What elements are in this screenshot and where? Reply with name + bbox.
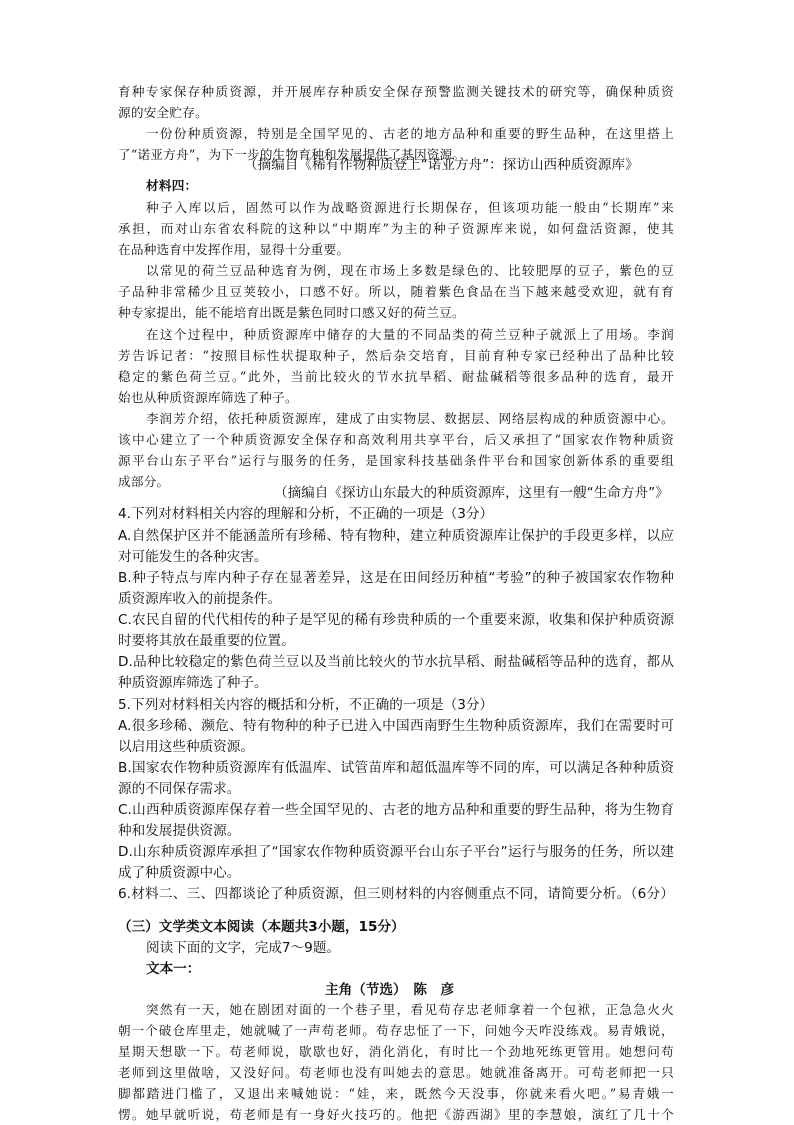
text-line: 以启用这些种质资源。	[118, 739, 254, 755]
text-line: 在品种选育中发挥作用，显得十分重要。	[118, 242, 350, 257]
text-line: 突然有一天，她在剧团对面的一个巷子里，看见苟存忠老师拿着一个包袱，正急急火火	[146, 1002, 674, 1017]
text-line: 种专家提出，能不能培育出既是紫色同时口感又好的荷兰豆。	[118, 305, 465, 320]
text-line: （摘编自《稀有作物种质登上“诺亚方舟”：探访山西种质资源库》	[244, 157, 639, 173]
text-line: 成部分。	[118, 474, 170, 489]
text-line: 子品种非常稀少且豆荚较小，口感不好。所以，随着紫色食品在当下越来越受欢迎，就有育	[118, 284, 674, 299]
text-line: 了“诺亚方舟”，为下一步的生物育种和发展提供了基因资源。	[118, 147, 466, 162]
text-line: 星期天想歇一下。苟老师说，歇歇也好，消化消化，有时比一个劲地死练更管用。她想问苟	[118, 1044, 674, 1059]
text-line: 对可能发生的各种灾害。	[118, 549, 268, 565]
text-line: 种子入库以后，固然可以作为战略资源进行长期保存，但该项功能一般由“长期库”来	[146, 200, 674, 215]
text-line: 朝一个破仓库里走，她就喊了一声苟老师。苟存忠怔了一下，问她今天咋没练戏。易青娥说，	[118, 1023, 674, 1038]
text-line: C.山西种质资源库保存着一些全国罕见的、古老的地方品种和重要的野生品种，将为生物育	[118, 802, 674, 818]
text-line: 种和发展提供资源。	[118, 823, 241, 839]
text-line: 源的不同保存需求。	[118, 781, 241, 797]
text-line: 李润芳介绍，依托种质资源库，建成了由实物层、数据层、网络层构成的种质资源中心。	[146, 411, 674, 426]
text-line: 稳定的紫色荷兰豆。”此外，当前比较火的节水抗旱稻、耐盐碱稻等很多品种的选育，最开	[118, 369, 674, 384]
text-line: 承担，而对山东省农科院的这种以“中期库”为主的种子资源库来说，如何盘活资源，使其	[118, 221, 674, 236]
text-line: 材料四：	[146, 178, 198, 193]
text-line: 芳告诉记者：“按照目标性状提取种子，然后杂交培育，目前育种专家已经种出了品种比较	[118, 348, 674, 363]
text-line: 愣。她早就听说，苟老师是有一身好火技巧的。他把《游西湖》里的李慧娘，演红了几十个	[118, 1107, 674, 1122]
text-line: C.农民自留的代代相传的种子是罕见的稀有珍贵种质的一个重要来源，收集和保护种质资源	[118, 612, 674, 628]
text-line: 成了种质资源中心。	[118, 865, 241, 881]
text-line: 源的安全贮存。	[118, 105, 208, 120]
text-line: A.很多珍稀、濒危、特有物种的种子已进入中国西南野生生物种质资源库，我们在需要时可	[118, 718, 674, 734]
text-line: （三）文学类文本阅读（本题共3小题，15分）	[118, 919, 405, 935]
text-line: B.种子特点与库内种子存在显著差异，这是在田间经历种植“考验”的种子被国家农作物种	[118, 570, 674, 586]
text-line: 主角（节选） 陈 彦	[325, 982, 455, 998]
text-line: 时要将其放在最重要的位置。	[118, 633, 295, 649]
text-line: 源平台山东子平台”运行与服务的任务，是国家科技基础条件平台和国家创新体系的重要组	[118, 453, 674, 468]
text-line: 一份份种质资源，特别是全国罕见的、古老的地方品种和重要的野生品种，在这里搭上	[146, 126, 674, 141]
text-line: A.自然保护区并不能涵盖所有珍稀、特有物种，建立种质资源库让保护的手段更多样，以应	[118, 528, 674, 544]
text-line: 5.下列对材料相关内容的概括和分析，不正确的一项是（3分）	[118, 697, 494, 713]
text-line: D.山东种质资源库承担了“国家农作物种质资源平台山东子平台”运行与服务的任务，所以建	[118, 844, 674, 860]
text-line: 6.材料二、三、四都谈论了种质资源，但三则材料的内容侧重点不同，请简要分析。（6分）	[118, 886, 674, 902]
text-line: 脚都踏进门槛了，又退出来喊她说：“娃，来，既然今天没事，你就来看火吧。”易青娥一	[118, 1086, 674, 1101]
text-line: 以常见的荷兰豆品种选育为例，现在市场上多数是绿色的、比较肥厚的豆子，紫色的豆	[146, 263, 674, 278]
text-line: 文本一：	[146, 961, 201, 977]
text-line: 种质资源库筛选了种子。	[118, 675, 268, 691]
text-line: 阅读下面的文字，完成7～9题。	[146, 940, 341, 956]
text-line: D.品种比较稳定的紫色荷兰豆以及当前比较火的节水抗旱稻、耐盐碱稻等品种的选育，都从	[118, 654, 674, 670]
text-line: （摘编自《探访山东最大的种质资源库，这里有一艘“生命方舟”》	[274, 485, 669, 501]
text-line: B.国家农作物种质资源库有低温库、试管苗库和超低温库等不同的库，可以满足各种种质资	[118, 760, 674, 776]
text-line: 质资源库收入的前提条件。	[118, 591, 282, 607]
text-line: 始也从种质资源库筛选了种子。	[118, 390, 298, 405]
text-line: 老师到这里做啥，又没好问。苟老师也没有叫她去的意思。她就准备离开。可苟老师把一只	[118, 1065, 674, 1080]
text-line: 该中心建立了一个种质资源安全保存和高效利用共享平台，后又承担了“国家农作物种质资	[118, 432, 674, 447]
text-line: 育种专家保存种质资源，并开展库存种质安全保存预警监测关键技术的研究等，确保种质资	[118, 84, 674, 99]
text-line: 在这个过程中，种质资源库中储存的大量的不同品类的荷兰豆种子就派上了用场。李润	[146, 327, 674, 342]
text-line: 4.下列对材料相关内容的理解和分析，不正确的一项是（3分）	[118, 506, 494, 522]
